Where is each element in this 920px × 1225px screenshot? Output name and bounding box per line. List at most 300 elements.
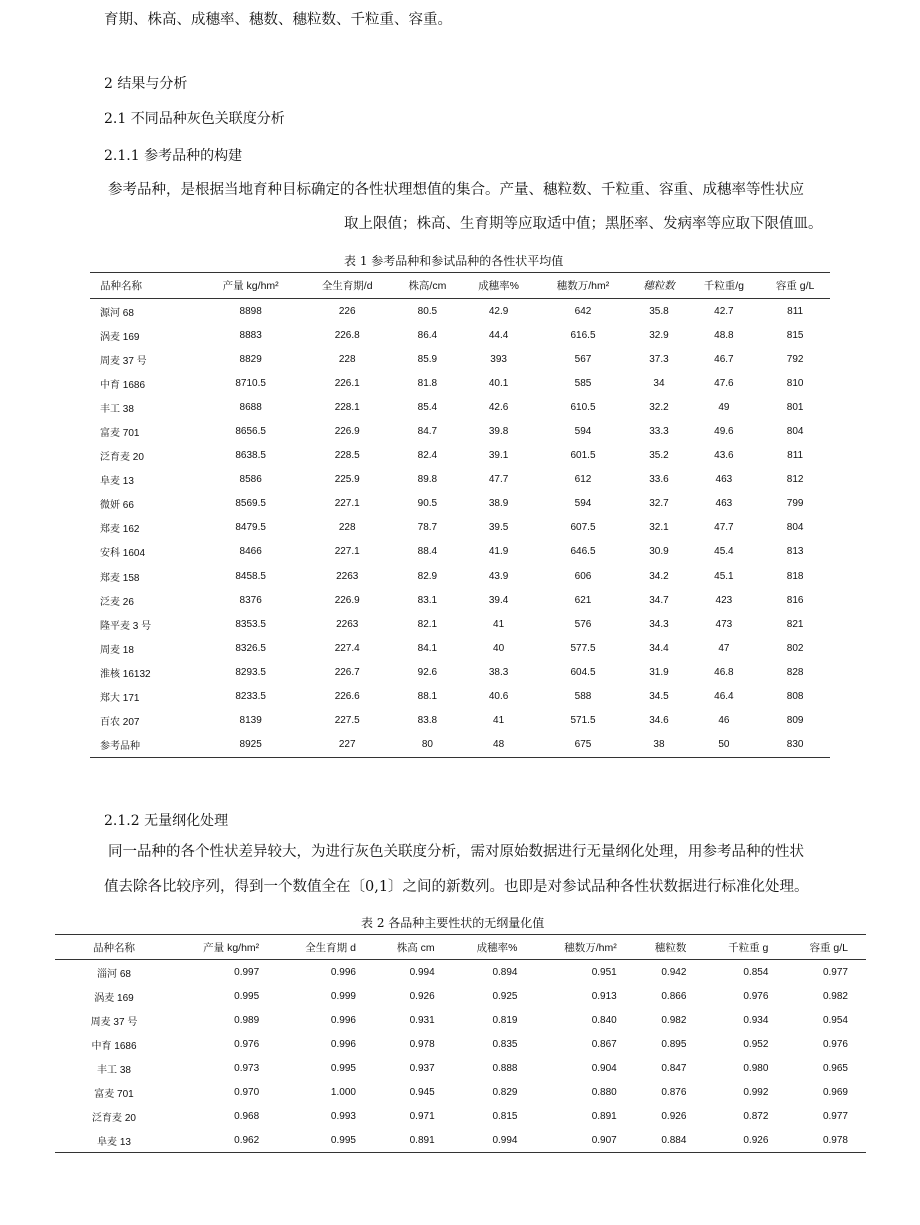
table1-value-cell: 8376 (239, 594, 262, 606)
table1-row (90, 733, 830, 758)
section-heading-2-1-2: 2.1.2 无量纲化处理 (104, 813, 229, 829)
table2-value-cell: 0.977 (822, 966, 848, 978)
table1-value-cell: 8883 (239, 329, 262, 341)
table1-value-cell: 38 (653, 739, 665, 751)
table2-value-cell: 0.829 (492, 1086, 518, 1098)
table1-value-cell: 576 (574, 618, 592, 630)
table1-value-cell: 39.5 (488, 522, 509, 534)
table2-value-cell: 0.907 (591, 1134, 617, 1146)
table2-value-cell: 0.835 (492, 1038, 518, 1050)
table1-value-cell: 30.9 (649, 546, 669, 558)
table1-value-cell: 8458.5 (235, 570, 266, 582)
table1-value-cell: 227.5 (334, 715, 360, 727)
table2-value-cell: 0.995 (330, 1062, 356, 1074)
table1-value-cell: 41 (493, 618, 505, 630)
table2-value-cell: 0.951 (591, 966, 617, 978)
table1-value-cell: 47.6 (714, 377, 734, 389)
table1-value-cell: 41 (493, 715, 505, 727)
table2-row (55, 1008, 866, 1032)
table2-value-cell: 0.815 (492, 1110, 518, 1122)
table1-value-cell: 228 (338, 522, 356, 534)
paragraph-1-line-2: 取上限值；株高、生育期等应取适中值；黑胚率、发病率等应取下限值皿。 (344, 216, 823, 232)
table2-value-cell: 0.976 (822, 1038, 848, 1050)
table1-row (90, 492, 830, 516)
table1-value-cell: 8586 (239, 474, 262, 486)
table2-value-cell: 0.994 (409, 966, 435, 978)
table1-variety-cell: 周麦 37 号 (100, 355, 147, 367)
table2-value-cell: 0.999 (330, 990, 356, 1002)
table1 (90, 272, 830, 758)
table2-value-cell: 0.952 (743, 1038, 769, 1050)
table2-value-cell: 0.926 (661, 1110, 687, 1122)
table2-value-cell: 0.993 (330, 1110, 356, 1122)
table2-row (55, 1128, 866, 1153)
table1-value-cell: 463 (715, 498, 733, 510)
table1-variety-cell: 涡麦 169 (100, 331, 140, 343)
table1-value-cell: 8233.5 (235, 691, 266, 703)
table2-caption: 表 2 各品种主要性状的无纲量化值 (361, 916, 545, 930)
table1-header-cell: 穗粒数 (631, 273, 688, 299)
table1-value-cell: 792 (786, 353, 804, 365)
table1-value-cell: 46 (718, 715, 730, 727)
table1-value-cell: 585 (574, 377, 592, 389)
table1-value-cell: 8829 (239, 353, 262, 365)
table2-value-cell: 0.996 (330, 966, 356, 978)
table1-value-cell: 8139 (239, 715, 262, 727)
table2-value-cell: 0.997 (234, 966, 260, 978)
section-heading-2-1-1: 2.1.1 参考品种的构建 (104, 148, 243, 164)
table1-value-cell: 642 (574, 305, 592, 317)
table2-header-cell: 产量 kg/hm² (173, 935, 277, 960)
table1-value-cell: 45.1 (714, 570, 734, 582)
table1-value-cell: 227.4 (334, 642, 360, 654)
table1-value-cell: 47.7 (714, 522, 734, 534)
table1-value-cell: 39.8 (488, 426, 509, 438)
table1-value-cell: 49.6 (714, 426, 734, 438)
table1-value-cell: 813 (786, 546, 804, 558)
table1-value-cell: 227 (338, 739, 356, 751)
table2-value-cell: 0.996 (330, 1014, 356, 1026)
table1-value-cell: 675 (574, 739, 592, 751)
table1-variety-cell: 泛育麦 20 (100, 452, 144, 464)
table1-value-cell: 226.9 (334, 426, 360, 438)
table1-value-cell: 804 (786, 426, 804, 438)
table1-header-cell: 产量 kg/hm² (200, 273, 301, 299)
table1-header-cell: 容重 g/L (760, 273, 830, 299)
table1-variety-cell: 安科 1604 (100, 548, 146, 560)
table2-value-cell: 0.891 (409, 1134, 435, 1146)
table1-variety-cell: 丰工 38 (100, 403, 134, 415)
table2-value-cell: 0.934 (743, 1014, 769, 1026)
table1-value-cell: 81.8 (417, 377, 438, 389)
table2-value-cell: 0.995 (234, 990, 260, 1002)
table1-variety-cell: 淮核 16132 (100, 668, 151, 680)
table2-value-cell: 0.894 (492, 966, 518, 978)
table1-value-cell: 8466 (239, 546, 262, 558)
table2-value-cell: 0.904 (591, 1062, 617, 1074)
table1-row (90, 419, 830, 443)
table1-variety-cell: 郑麦 162 (100, 524, 140, 536)
table2 (55, 934, 866, 1153)
table2-header-cell: 穗粒数 (635, 935, 705, 960)
table2-header-cell: 千粒重 g (704, 935, 786, 960)
table1-row (90, 347, 830, 371)
table1-value-cell: 88.4 (417, 546, 438, 558)
table1-value-cell: 40.1 (488, 377, 509, 389)
table1-value-cell: 604.5 (570, 666, 596, 678)
table1-variety-cell: 郑大 171 (100, 693, 140, 705)
table1-value-cell: 393 (490, 353, 507, 365)
table1-value-cell: 226.9 (334, 594, 360, 606)
table1-value-cell: 594 (574, 498, 592, 510)
table1-value-cell: 39.4 (488, 594, 509, 606)
table1-value-cell: 226.8 (334, 329, 360, 341)
table2-value-cell: 0.925 (492, 990, 518, 1002)
table1-value-cell: 594 (574, 426, 592, 438)
table1-value-cell: 88.1 (417, 691, 438, 703)
table2-header-cell: 穗数万/hm² (535, 935, 634, 960)
table1-value-cell: 32.9 (649, 329, 669, 341)
table1-value-cell: 8656.5 (235, 426, 266, 438)
table1-variety-cell: 阜麦 13 (100, 476, 134, 488)
table2-value-cell: 0.978 (822, 1134, 848, 1146)
table2-variety-cell: 丰工 38 (97, 1064, 131, 1076)
table1-row (90, 660, 830, 684)
table1-value-cell: 607.5 (570, 522, 596, 534)
table2-value-cell: 0.962 (234, 1134, 260, 1146)
table1-row (90, 516, 830, 540)
table1-value-cell: 48 (493, 739, 505, 751)
table1-value-cell: 35.8 (649, 305, 669, 317)
table1-value-cell: 799 (786, 498, 804, 510)
table1-value-cell: 32.1 (649, 522, 669, 534)
table2-value-cell: 0.995 (330, 1134, 356, 1146)
table1-value-cell: 423 (715, 594, 733, 606)
table2-value-cell: 0.872 (743, 1110, 769, 1122)
table1-value-cell: 818 (786, 570, 804, 582)
table2-value-cell: 0.978 (409, 1038, 435, 1050)
table1-value-cell: 577.5 (570, 642, 596, 654)
table2-variety-cell: 泛育麦 20 (92, 1112, 136, 1124)
section-heading-2: 2 结果与分析 (104, 76, 188, 92)
section-heading-2-1: 2.1 不同品种灰色关联度分析 (104, 111, 285, 127)
table1-value-cell: 8925 (239, 739, 262, 751)
table1-value-cell: 463 (715, 474, 733, 486)
table1-value-cell: 8898 (239, 305, 262, 317)
table2-value-cell: 1.000 (330, 1086, 356, 1098)
table2-value-cell: 0.926 (743, 1134, 769, 1146)
table2-value-cell: 0.973 (234, 1062, 260, 1074)
table1-row (90, 636, 830, 660)
table1-value-cell: 804 (786, 522, 804, 534)
table1-variety-cell: 中育 1686 (100, 379, 146, 391)
table1-value-cell: 8638.5 (235, 450, 266, 462)
table2-value-cell: 0.942 (661, 966, 687, 978)
table1-value-cell: 226 (338, 305, 356, 317)
table1-value-cell: 43.9 (488, 570, 509, 582)
table2-value-cell: 0.876 (661, 1086, 687, 1098)
table1-value-cell: 78.7 (417, 522, 438, 534)
table1-value-cell: 32.7 (649, 498, 669, 510)
table2-variety-cell: 淄河 68 (97, 968, 131, 980)
table1-value-cell: 226.6 (334, 691, 360, 703)
table1-value-cell: 616.5 (570, 329, 596, 341)
table1-value-cell: 85.4 (417, 401, 438, 413)
table2-variety-cell: 涡麦 169 (94, 992, 134, 1004)
table1-value-cell: 84.7 (417, 426, 438, 438)
table1-value-cell: 85.9 (417, 353, 438, 365)
table1-value-cell: 38.9 (488, 498, 509, 510)
table2-value-cell: 0.982 (822, 990, 848, 1002)
paragraph-2-line-2: 值去除各比较序列，得到一个数值全在〔0,1〕之间的新数列。也即是对参试品种各性状数据进行标准化处理。 (104, 879, 809, 895)
table2-header-cell: 株高 cm (374, 935, 453, 960)
table1-value-cell: 809 (786, 715, 804, 727)
table1-value-cell: 621 (574, 594, 592, 606)
table1-value-cell: 567 (574, 353, 592, 365)
table1-row (90, 564, 830, 588)
table2-value-cell: 0.866 (661, 990, 687, 1002)
table1-variety-cell: 周麦 18 (100, 644, 134, 656)
table1-value-cell: 228 (338, 353, 356, 365)
table2-variety-cell: 阜麦 13 (97, 1136, 131, 1148)
table2-row (55, 1104, 866, 1128)
table1-value-cell: 32.2 (649, 401, 669, 413)
table1-variety-cell: 参考品种 (100, 741, 140, 753)
table2-value-cell: 0.994 (492, 1134, 518, 1146)
table1-value-cell: 816 (786, 594, 804, 606)
table1-value-cell: 92.6 (417, 666, 438, 678)
table1-value-cell: 588 (574, 691, 592, 703)
table1-variety-cell: 源河 68 (100, 307, 134, 319)
table1-value-cell: 811 (787, 450, 804, 462)
table1-row (90, 299, 830, 324)
table1-value-cell: 48.8 (714, 329, 734, 341)
table1-value-cell: 46.7 (714, 353, 734, 365)
table1-value-cell: 646.5 (570, 546, 596, 558)
table1-value-cell: 830 (786, 739, 804, 751)
table2-value-cell: 0.980 (743, 1062, 769, 1074)
table1-value-cell: 228.5 (334, 450, 360, 462)
table1-header-cell: 品种名称 (90, 273, 200, 299)
table1-value-cell: 601.5 (570, 450, 596, 462)
table2-value-cell: 0.884 (661, 1134, 687, 1146)
table1-variety-cell: 微妍 66 (100, 500, 134, 512)
table1-row (90, 588, 830, 612)
table1-value-cell: 83.1 (417, 594, 438, 606)
paragraph-2-line-1: 同一品种的各个性状差异较大，为进行灰色关联度分析，需对原始数据进行无量纲化处理，用参考品种的性状 (108, 844, 804, 860)
table2-value-cell: 0.989 (234, 1014, 260, 1026)
table1-value-cell: 35.2 (649, 450, 669, 462)
table2-row (55, 1032, 866, 1056)
table2-header-cell: 全生育期 d (277, 935, 374, 960)
table1-value-cell: 31.9 (649, 666, 669, 678)
table2-value-cell: 0.926 (409, 990, 435, 1002)
table1-value-cell: 802 (786, 642, 804, 654)
table1-value-cell: 828 (786, 666, 804, 678)
table1-value-cell: 473 (715, 618, 733, 630)
table1-value-cell: 89.8 (417, 474, 438, 486)
table1-value-cell: 8353.5 (235, 618, 266, 630)
table1-value-cell: 226.1 (334, 377, 360, 389)
table1-value-cell: 40.6 (488, 691, 509, 703)
table2-value-cell: 0.971 (409, 1110, 435, 1122)
table2-value-cell: 0.968 (234, 1110, 260, 1122)
table1-value-cell: 227.1 (334, 498, 360, 510)
table2-value-cell: 0.982 (661, 1014, 687, 1026)
table1-value-cell: 810 (786, 377, 804, 389)
table1-value-cell: 2263 (336, 618, 359, 630)
table1-value-cell: 610.5 (570, 401, 596, 413)
table1-value-cell: 612 (574, 474, 592, 486)
table1-value-cell: 37.3 (649, 353, 669, 365)
table2-value-cell: 0.976 (743, 990, 769, 1002)
table1-row (90, 444, 830, 468)
table1-value-cell: 82.4 (417, 450, 438, 462)
table1-value-cell: 39.1 (488, 450, 509, 462)
table1-value-cell: 47.7 (488, 474, 509, 486)
table1-value-cell: 83.8 (417, 715, 438, 727)
table2-value-cell: 0.854 (743, 966, 769, 978)
table2-value-cell: 0.880 (591, 1086, 617, 1098)
table2-row (55, 960, 866, 985)
table1-value-cell: 50 (718, 739, 730, 751)
table1-header-cell: 成穗率% (462, 273, 536, 299)
table2-variety-cell: 富麦 701 (94, 1088, 134, 1100)
table1-value-cell: 42.9 (488, 305, 509, 317)
table2-value-cell: 0.976 (234, 1038, 260, 1050)
table1-variety-cell: 郑麦 158 (100, 572, 140, 584)
table1-header-cell: 株高/cm (393, 273, 462, 299)
table2-value-cell: 0.970 (234, 1086, 260, 1098)
table1-value-cell: 821 (786, 618, 804, 630)
table1-variety-cell: 百农 207 (100, 717, 140, 729)
table1-header-cell: 穗数万/hm² (536, 273, 631, 299)
table2-value-cell: 0.895 (661, 1038, 687, 1050)
table2-value-cell: 0.977 (822, 1110, 848, 1122)
table1-value-cell: 226.7 (334, 666, 360, 678)
table1-value-cell: 34.4 (649, 642, 669, 654)
table1-row (90, 612, 830, 636)
table2-value-cell: 0.969 (822, 1086, 848, 1098)
table1-value-cell: 801 (786, 401, 804, 413)
table1-header-row (90, 273, 830, 299)
table1-value-cell: 42.7 (714, 305, 734, 317)
table1-header-cell: 全生育期/d (301, 273, 393, 299)
table2-value-cell: 0.954 (822, 1014, 848, 1026)
table1-row (90, 685, 830, 709)
table1-row (90, 709, 830, 733)
table1-value-cell: 227.1 (334, 546, 360, 558)
table2-value-cell: 0.931 (409, 1014, 435, 1026)
table1-value-cell: 815 (786, 329, 804, 341)
table2-row (55, 1080, 866, 1104)
table1-value-cell: 38.3 (488, 666, 509, 678)
table1-row (90, 468, 830, 492)
table1-value-cell: 8688 (239, 401, 262, 413)
table1-value-cell: 34 (653, 377, 665, 389)
table2-header-row (55, 935, 866, 960)
table1-value-cell: 84.1 (417, 642, 438, 654)
top-line: 育期、株高、成穗率、穗数、穗粒数、千粒重、容重。 (104, 12, 452, 28)
table2-value-cell: 0.996 (330, 1038, 356, 1050)
table1-value-cell: 80.5 (417, 305, 438, 317)
table1-row (90, 540, 830, 564)
table1-variety-cell: 富麦 701 (100, 428, 140, 440)
table2-value-cell: 0.965 (822, 1062, 848, 1074)
table1-value-cell: 808 (786, 691, 804, 703)
table1-value-cell: 41.9 (488, 546, 509, 558)
table1-value-cell: 8293.5 (235, 666, 266, 678)
table1-value-cell: 45.4 (714, 546, 734, 558)
table1-value-cell: 42.6 (488, 401, 509, 413)
table1-row (90, 323, 830, 347)
table2-value-cell: 0.945 (409, 1086, 435, 1098)
table2-row (55, 984, 866, 1008)
table1-value-cell: 43.6 (714, 450, 734, 462)
table1-value-cell: 80 (421, 739, 433, 751)
table1-value-cell: 44.4 (488, 329, 509, 341)
table1-value-cell: 8569.5 (235, 498, 266, 510)
table1-value-cell: 811 (787, 305, 804, 317)
table1-variety-cell: 隆平麦 3 号 (100, 620, 152, 632)
table1-caption: 表 1 参考品种和参试品种的各性状平均值 (344, 254, 564, 268)
table2-header-cell: 品种名称 (55, 935, 173, 960)
table2-header-cell: 成穗率% (453, 935, 536, 960)
table2-row (55, 1056, 866, 1080)
table2-header-cell: 容重 g/L (786, 935, 866, 960)
table1-value-cell: 34.5 (649, 691, 669, 703)
table1-value-cell: 46.8 (714, 666, 734, 678)
table1-value-cell: 34.2 (649, 570, 669, 582)
table2-variety-cell: 周麦 37 号 (90, 1016, 138, 1028)
table1-value-cell: 86.4 (417, 329, 438, 341)
table1-row (90, 371, 830, 395)
table1-value-cell: 225.9 (334, 474, 360, 486)
table2-value-cell: 0.937 (409, 1062, 435, 1074)
table1-value-cell: 49 (718, 401, 730, 413)
table2-value-cell: 0.867 (591, 1038, 617, 1050)
table1-value-cell: 90.5 (417, 498, 438, 510)
table1-variety-cell: 泛麦 26 (100, 596, 134, 608)
table1-value-cell: 82.1 (417, 618, 438, 630)
table2-value-cell: 0.888 (492, 1062, 518, 1074)
table1-value-cell: 606 (574, 570, 592, 582)
table1-value-cell: 812 (786, 474, 804, 486)
table1-value-cell: 34.3 (649, 618, 669, 630)
table2-variety-cell: 中育 1686 (91, 1040, 137, 1052)
table1-value-cell: 228.1 (334, 401, 360, 413)
table2-value-cell: 0.913 (591, 990, 617, 1002)
table2-value-cell: 0.840 (591, 1014, 617, 1026)
table1-value-cell: 40 (493, 642, 505, 654)
table1-value-cell: 8326.5 (235, 642, 266, 654)
table1-value-cell: 33.6 (649, 474, 669, 486)
table1-header-cell: 千粒重/g (687, 273, 760, 299)
table1-row (90, 395, 830, 419)
table1-value-cell: 47 (718, 642, 730, 654)
table1-value-cell: 8479.5 (235, 522, 266, 534)
table1-value-cell: 82.9 (417, 570, 438, 582)
table1-value-cell: 34.6 (649, 715, 669, 727)
table2-value-cell: 0.992 (743, 1086, 769, 1098)
table1-value-cell: 8710.5 (235, 377, 266, 389)
table1-value-cell: 34.7 (649, 594, 669, 606)
table1-value-cell: 2263 (336, 570, 359, 582)
table1-value-cell: 46.4 (714, 691, 734, 703)
table2-value-cell: 0.847 (661, 1062, 687, 1074)
table1-value-cell: 571.5 (570, 715, 596, 727)
table2-value-cell: 0.819 (492, 1014, 518, 1026)
